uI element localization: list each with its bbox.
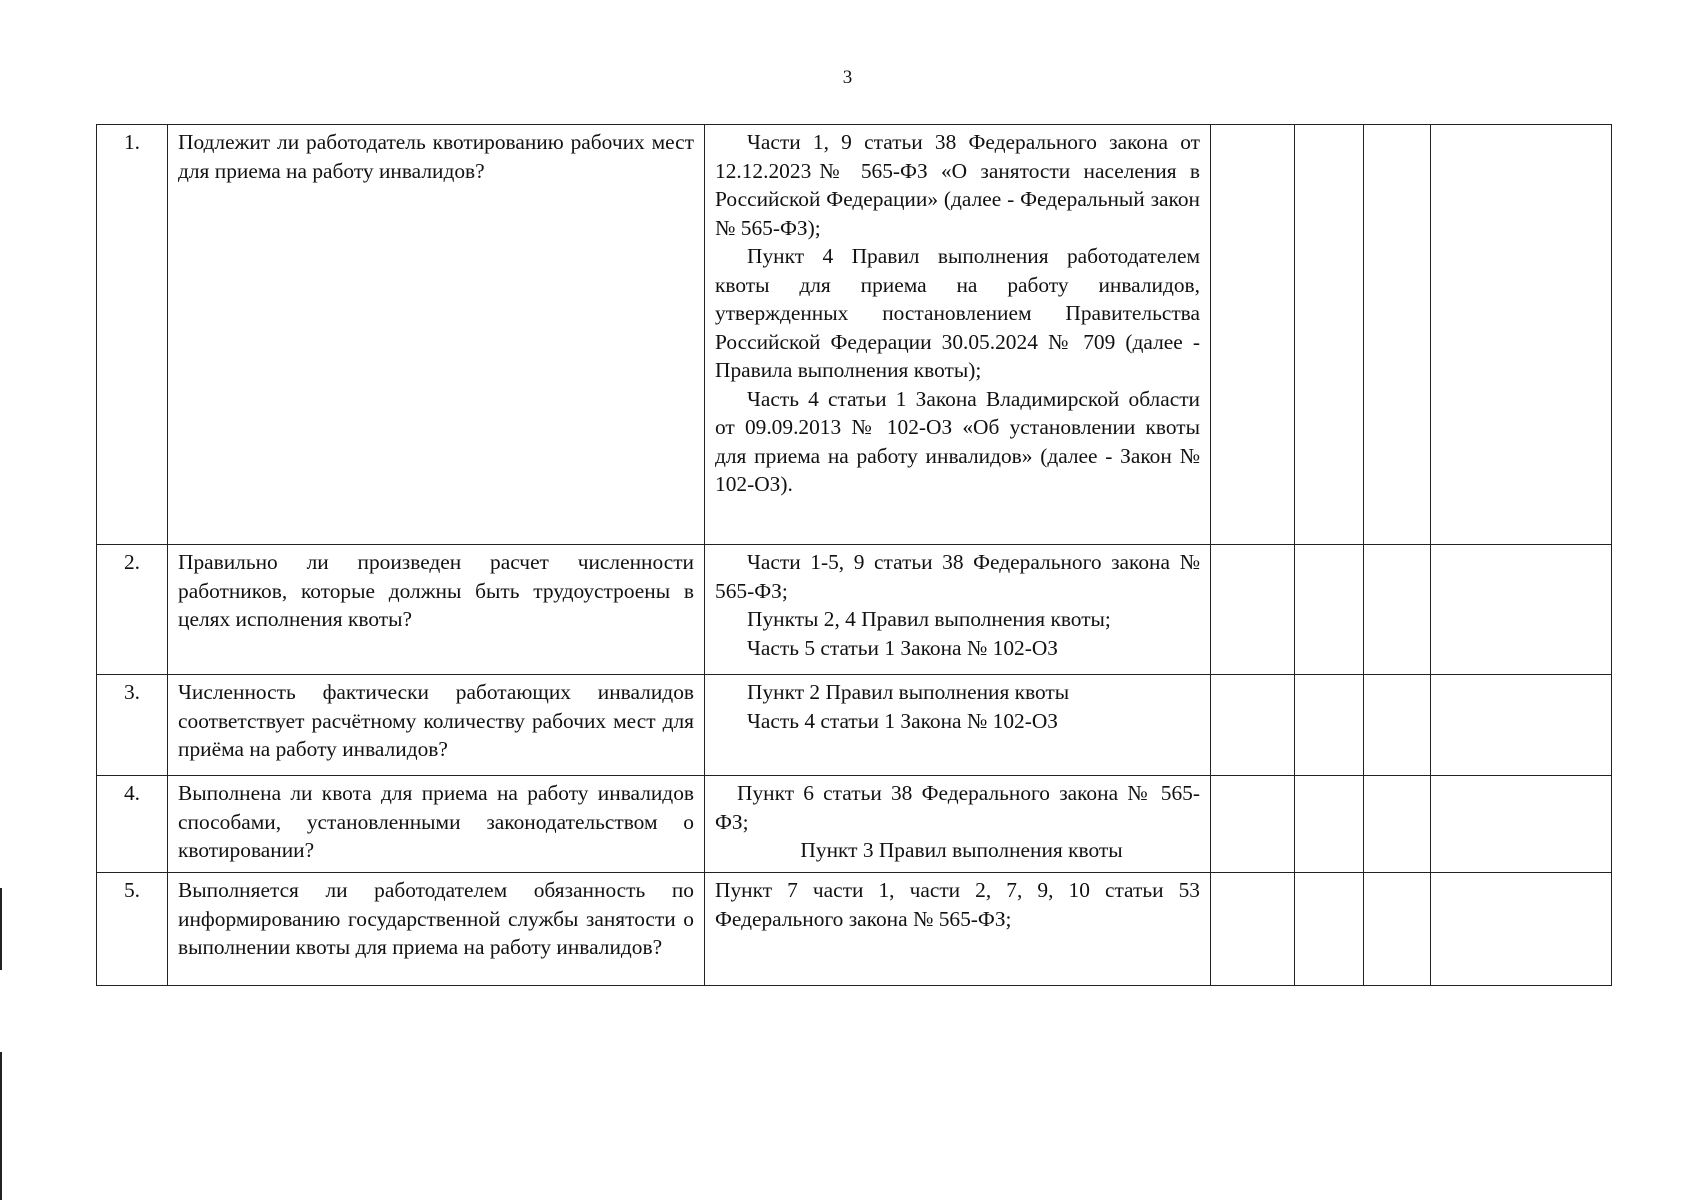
legal-basis-item: Часть 5 статьи 1 Закона № 102-ОЗ — [747, 635, 1058, 660]
question-text: Численность фактически работающих инвалидов соответствует расчётному количеству рабочих мест для приёма на работу инвалидов? — [168, 675, 705, 776]
scan-margin-mark — [0, 1052, 2, 1200]
table-row — [97, 675, 1612, 776]
legal-basis-item: Части 1-5, 9 статьи 38 Федерального закона № 565-ФЗ; — [715, 550, 1200, 603]
legal-basis-cell — [705, 125, 1211, 545]
note-cell[interactable] — [1431, 873, 1612, 986]
answer-no-cell[interactable] — [1295, 776, 1364, 873]
note-cell[interactable] — [1431, 675, 1612, 776]
answer-na-cell[interactable] — [1364, 776, 1431, 873]
answer-na-cell[interactable] — [1364, 125, 1431, 545]
answer-yes-cell[interactable] — [1211, 125, 1295, 545]
answer-no-cell[interactable] — [1295, 545, 1364, 675]
row-number: 3. — [97, 675, 168, 776]
note-cell[interactable] — [1431, 545, 1612, 675]
question-text: Подлежит ли работодатель квотированию рабочих мест для приема на работу инвалидов? — [168, 125, 705, 545]
row-number: 4. — [97, 776, 168, 873]
legal-basis-item: Часть 4 статьи 1 Закона Владимирской области от 09.09.2013 № 102-ОЗ «Об установлении квоты для приема на работу инвалидов» (далее - Закон № 102-ОЗ). — [715, 386, 1200, 496]
answer-na-cell[interactable] — [1364, 873, 1431, 986]
answer-na-cell[interactable] — [1364, 675, 1431, 776]
question-text: Выполняется ли работодателем обязанность по информированию государственной службы занятости о выполнении квоты для приема на работу инвалидов? — [168, 873, 705, 986]
table-row — [97, 545, 1612, 675]
table-row — [97, 873, 1612, 986]
question-text: Правильно ли произведен расчет численности работников, которые должны быть трудоустроены в целях исполнения квоты? — [168, 545, 705, 675]
question-text: Выполнена ли квота для приема на работу инвалидов способами, установленными законодательством о квотировании? — [168, 776, 705, 873]
legal-basis-cell — [705, 776, 1211, 873]
scan-margin-mark — [0, 888, 2, 970]
legal-basis-cell — [705, 675, 1211, 776]
legal-basis-item: Часть 4 статьи 1 Закона № 102-ОЗ — [747, 708, 1058, 733]
answer-yes-cell[interactable] — [1211, 873, 1295, 986]
answer-yes-cell[interactable] — [1211, 545, 1295, 675]
row-number: 2. — [97, 545, 168, 675]
legal-basis-item: Пункт 6 статьи 38 Федерального закона № 565-ФЗ; — [715, 781, 1200, 834]
answer-na-cell[interactable] — [1364, 545, 1431, 675]
legal-basis-item: Пункт 3 Правил выполнения квоты — [800, 838, 1123, 862]
table-row — [97, 776, 1612, 873]
page-number: 3 — [842, 67, 853, 88]
legal-basis-item: Части 1, 9 статьи 38 Федерального закона от 12.12.2023№ 565-ФЗ «О занятости населения в Российской Федерации» (далее - Федеральный закон № 565-ФЗ); — [715, 130, 1200, 240]
checklist-table — [96, 124, 1612, 986]
legal-basis-item: Пункт 4 Правил выполнения работодателем квоты для приема на работу инвалидов, утвержденных постановлением Правительства Российской Федерации 30.05.2024 № 709 (далее - Правила выполнения квоты); — [715, 244, 1200, 382]
table-row — [97, 125, 1612, 545]
row-number: 1. — [97, 125, 168, 545]
answer-no-cell[interactable] — [1295, 125, 1364, 545]
answer-no-cell[interactable] — [1295, 873, 1364, 986]
answer-yes-cell[interactable] — [1211, 776, 1295, 873]
note-cell[interactable] — [1431, 125, 1612, 545]
answer-no-cell[interactable] — [1295, 675, 1364, 776]
answer-yes-cell[interactable] — [1211, 675, 1295, 776]
legal-basis-cell — [705, 873, 1211, 986]
row-number: 5. — [97, 873, 168, 986]
legal-basis-item: Пункт 7 части 1, части 2, 7, 9, 10 статьи 53 Федерального закона № 565-ФЗ; — [715, 878, 1200, 931]
note-cell[interactable] — [1431, 776, 1612, 873]
legal-basis-item: Пункт 2 Правил выполнения квоты — [747, 680, 1070, 704]
legal-basis-cell — [705, 545, 1211, 675]
legal-basis-item: Пункты 2, 4 Правил выполнения квоты; — [747, 607, 1111, 631]
